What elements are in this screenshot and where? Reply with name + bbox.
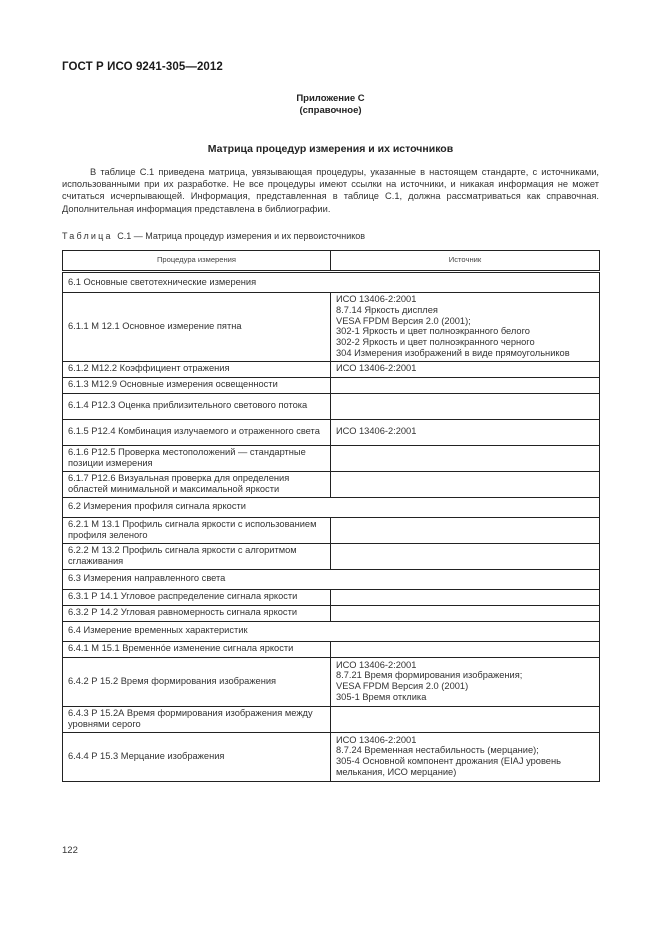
source-line: VESA FPDM Версия 2.0 (2001); — [336, 315, 471, 326]
table-row — [63, 641, 600, 657]
source-line: 302-2 Яркость и цвет полноэкранного черного — [336, 337, 535, 348]
group-row — [63, 569, 600, 589]
column-header-procedure: Процедура измерения — [63, 251, 331, 272]
source-cell — [331, 589, 600, 605]
table-row — [63, 471, 600, 497]
source-line: 8.7.14 Яркость дисплея — [336, 304, 438, 315]
table-header-row — [63, 251, 600, 272]
table-row — [63, 377, 600, 393]
source-cell — [331, 641, 600, 657]
procedure-cell: 6.4.2 Р 15.2 Время формирования изображения — [63, 657, 331, 706]
intro-paragraph: В таблице С.1 приведена матрица, увязывающая процедуры, указанные в настоящем стандарте, с источниками, использованными при их разработке. Не все процедуры имеют ссылки на источники, и никакая информация не может считаться исчерпывающей. Информация, представленная в таблице С.1, должна рассматриваться как справочная. Дополнительная информация представлена в библиографии. — [62, 167, 599, 214]
procedure-cell: 6.2.2 М 13.2 Профиль сигнала яркости с алгоритмом сглаживания — [63, 543, 331, 569]
appendix-title: Приложение С — [296, 93, 365, 104]
table-row — [63, 657, 600, 706]
procedure-cell: 6.1.3 М12.9 Основные измерения освещенности — [63, 377, 331, 393]
source-line: 305-4 Основной компонент дрожания (EIAJ уровень — [336, 756, 561, 767]
table-row — [63, 419, 600, 445]
source-cell — [331, 517, 600, 543]
group-label: 6.3 Измерения направленного света — [63, 569, 600, 589]
group-row — [63, 621, 600, 641]
source-cell — [331, 377, 600, 393]
source-cell — [331, 706, 600, 732]
procedure-cell: 6.1.1 М 12.1 Основное измерение пятна — [63, 293, 331, 362]
table-row — [63, 445, 600, 471]
source-line: VESA FPDM Версия 2.0 (2001) — [336, 681, 469, 692]
table-row — [63, 732, 600, 781]
procedure-cell: 6.4.3 Р 15.2А Время формирования изображения между уровнями серого — [63, 706, 331, 732]
source-line: мелькания, ИСО мерцание) — [336, 767, 457, 778]
group-label: 6.1 Основные светотехнические измерения — [63, 272, 600, 293]
procedure-cell: 6.2.1 М 13.1 Профиль сигнала яркости с использованием профиля зеленого — [63, 517, 331, 543]
appendix-subtitle: (справочное) — [299, 105, 362, 116]
procedure-cell: 6.1.2 М12.2 Коэффициент отражения — [63, 361, 331, 377]
procedure-cell: 6.4.1 М 15.1 Временнóе изменение сигнала яркости — [63, 641, 331, 657]
source-cell — [331, 732, 600, 781]
table-row — [63, 393, 600, 419]
table-row — [63, 293, 600, 362]
section-title: Матрица процедур измерения и их источников — [207, 143, 454, 155]
source-cell — [331, 657, 600, 706]
source-cell — [331, 605, 600, 621]
source-cell — [331, 393, 600, 419]
source-line: 8.7.21 Время формирования изображения; — [336, 670, 523, 681]
source-cell — [331, 361, 600, 377]
source-line: ИСО 13406-2:2001 — [336, 734, 417, 745]
table-row — [63, 605, 600, 621]
source-cell — [331, 445, 600, 471]
group-row — [63, 497, 600, 517]
source-cell — [331, 543, 600, 569]
procedure-cell: 6.1.4 Р12.3 Оценка приблизительного светового потока — [63, 393, 331, 419]
source-line: 305-1 Время отклика — [336, 692, 427, 703]
procedure-cell: 6.3.1 Р 14.1 Угловое распределение сигнала яркости — [63, 589, 331, 605]
procedure-cell: 6.3.2 Р 14.2 Угловая равномерность сигнала яркости — [63, 605, 331, 621]
group-label: 6.4 Измерение временных характеристик — [63, 621, 600, 641]
procedure-cell: 6.1.5 Р12.4 Комбинация излучаемого и отраженного света — [63, 419, 331, 445]
appendix-heading — [0, 93, 661, 117]
group-row — [63, 272, 600, 293]
table-row — [63, 543, 600, 569]
table-row — [63, 589, 600, 605]
table-caption — [62, 231, 365, 241]
table-row — [63, 706, 600, 732]
source-line: ИСО 13406-2:2001 — [336, 426, 417, 437]
source-cell — [331, 293, 600, 362]
source-cell — [331, 471, 600, 497]
document-code: ГОСТ Р ИСО 9241-305—2012 — [62, 61, 223, 73]
group-label: 6.2 Измерения профиля сигнала яркости — [63, 497, 600, 517]
table-row — [63, 361, 600, 377]
page-number: 122 — [62, 845, 78, 856]
source-line: 8.7.24 Временная нестабильность (мерцание); — [336, 745, 539, 756]
source-line: ИСО 13406-2:2001 — [336, 294, 417, 304]
procedure-cell: 6.1.6 Р12.5 Проверка местоположений — стандартные позиции измерения — [63, 445, 331, 471]
source-line: 304 Измерения изображений в виде прямоугольников — [336, 347, 570, 358]
procedure-cell: 6.4.4 Р 15.3 Мерцание изображения — [63, 732, 331, 781]
table-caption-label: Таблица — [62, 231, 113, 241]
table-row — [63, 517, 600, 543]
table-caption-text: С.1 — Матрица процедур измерения и их первоисточников — [117, 231, 366, 241]
procedure-matrix-table — [62, 250, 600, 782]
procedure-cell: 6.1.7 Р12.6 Визуальная проверка для определения областей минимальной и максимальной яркости — [63, 471, 331, 497]
source-line: ИСО 13406-2:2001 — [336, 363, 417, 374]
source-cell — [331, 419, 600, 445]
source-line: 302-1 Яркость и цвет полноэкранного белого — [336, 326, 530, 337]
column-header-source: Источник — [331, 251, 600, 272]
source-line: ИСО 13406-2:2001 — [336, 659, 417, 670]
